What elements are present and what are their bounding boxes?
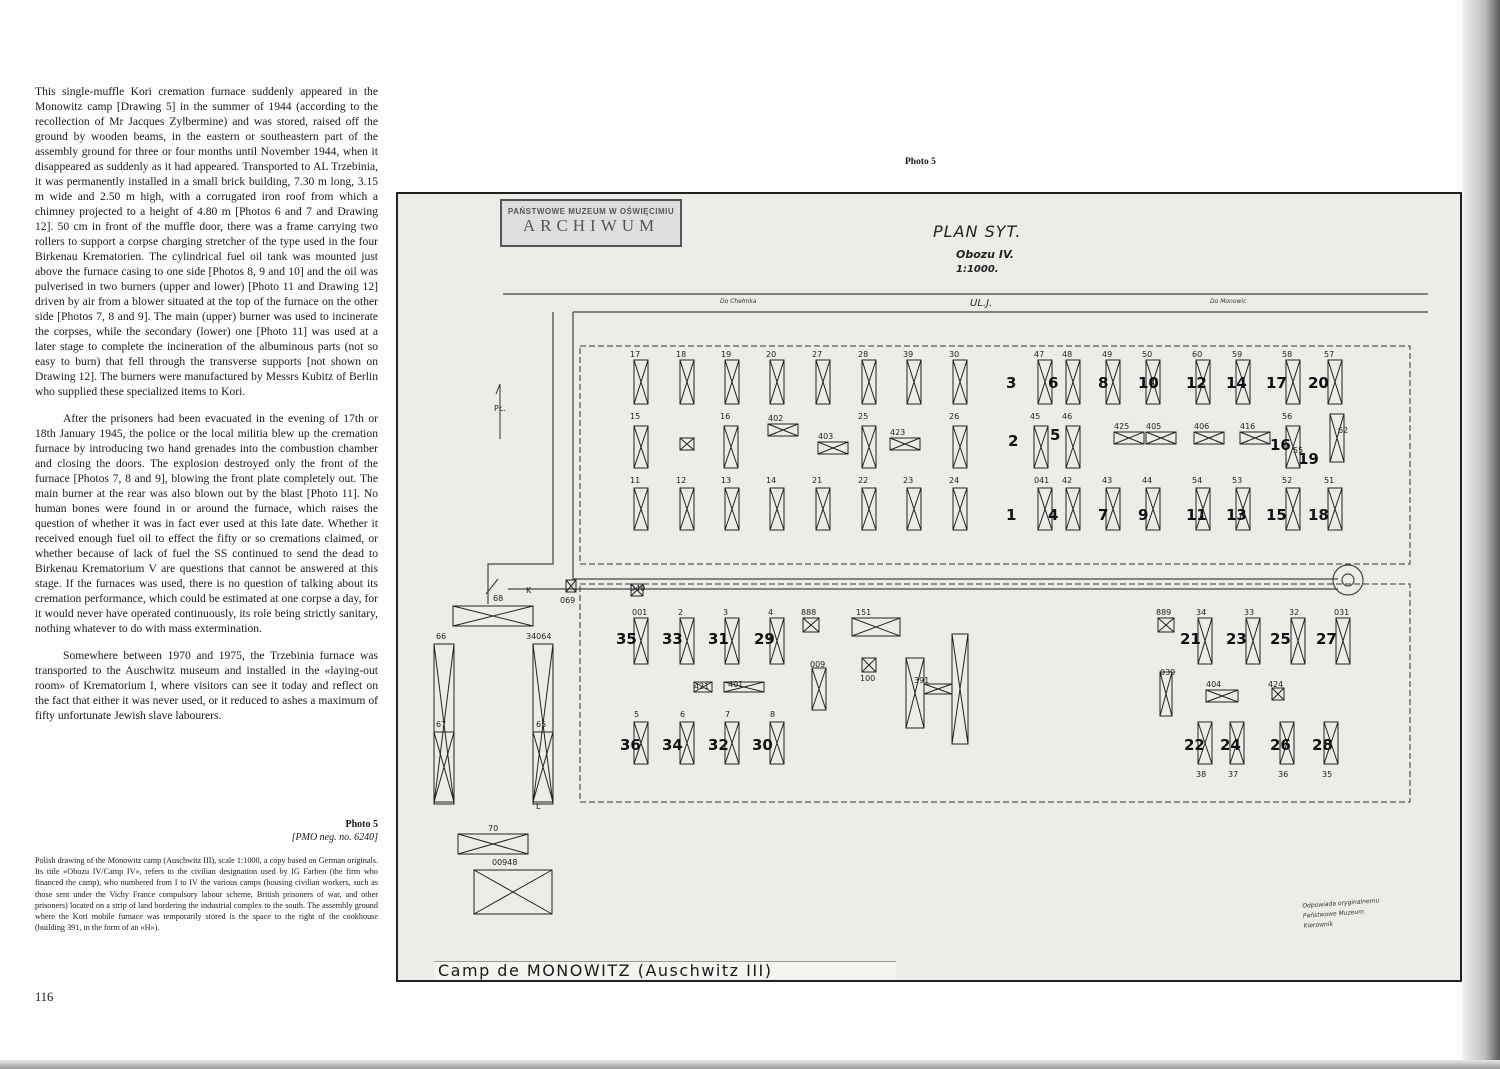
row1-building-number: 49 bbox=[1102, 350, 1113, 359]
row1-building-number: 58 bbox=[1282, 350, 1293, 359]
row2-handwritten-number: 16 bbox=[1270, 436, 1291, 454]
caption-text: Polish drawing of the Monowitz camp (Auschwitz III), scale 1:1000, a copy based on German originals. Its title «Obozu IV/Camp IV», refers to the civilian designation used by IG Farben (the firm who financed the camp), who numbered from I to IV the various camps (housing civilian workers, such as those sent under the Vichy France compulsory labour scheme, British prisoners of war, and other prisoners) located on a strip of land bordering the industrial complex to the south. The assembly ground where the Kori mobile furnace was temporarily stored is the space to the right of the cookhouse (building 391, in the form of an «H»). bbox=[35, 856, 378, 933]
lower-bottom-handwritten-number: 32 bbox=[708, 736, 729, 754]
row3-building-number: 42 bbox=[1062, 476, 1073, 485]
row2-small-label: 62 bbox=[1338, 426, 1349, 435]
row3-building-number: 51 bbox=[1324, 476, 1335, 485]
lower-bottom-handwritten-number: 36 bbox=[620, 736, 641, 754]
page-bottom-edge bbox=[0, 1060, 1500, 1069]
lower-bottom-building-number: 6 bbox=[680, 710, 686, 719]
row3-handwritten-number: 18 bbox=[1308, 506, 1329, 524]
row3-building-number: 22 bbox=[858, 476, 869, 485]
row3-building-number: 11 bbox=[630, 476, 641, 485]
lower-bottom-lower-number: 37 bbox=[1228, 770, 1239, 779]
row3-handwritten-number: 9 bbox=[1138, 506, 1149, 524]
lower-bottom-handwritten-number: 24 bbox=[1220, 736, 1241, 754]
lower-top-handwritten-number: 35 bbox=[616, 630, 637, 648]
row3-handwritten-number: 7 bbox=[1098, 506, 1109, 524]
road-label-left: Do Chełmka bbox=[720, 298, 757, 305]
certification-line-2: Państwowe Muzeum bbox=[1302, 908, 1365, 920]
row3-building-number: 21 bbox=[812, 476, 823, 485]
certification-line-3: Kierownik bbox=[1303, 920, 1334, 930]
block-label: 70 bbox=[488, 824, 499, 833]
row1-building-number: 50 bbox=[1142, 350, 1153, 359]
row2-small-label: 402 bbox=[768, 414, 784, 423]
plan-bottom-label: Camp de MONOWITZ (Auschwitz III) bbox=[434, 961, 896, 979]
row3-handwritten-number: 15 bbox=[1266, 506, 1287, 524]
row3-building-number: 041 bbox=[1034, 476, 1050, 485]
lower-mid-label: 424 bbox=[1268, 680, 1284, 689]
row1-building-number: 57 bbox=[1324, 350, 1335, 359]
plan-scale: 1:1000. bbox=[956, 264, 999, 275]
lower-top-building-number: 2 bbox=[678, 608, 684, 617]
row2-building-number: 46 bbox=[1062, 412, 1073, 421]
body-paragraph-3: Somewhere between 1970 and 1975, the Trzebinia furnace was transported to the Auschwitz museum and installed in the «laying-out room» of Krematorium I, where visitors can see it today and reflect on the fact that either it was never used, or it reduced to ashes a maximum of fifty unfortunate Jewish slave labourers. bbox=[35, 649, 378, 722]
block-label: 68 bbox=[493, 594, 504, 603]
certification-line-1: Odpowiada oryginalnemu bbox=[1302, 897, 1380, 910]
row3-building-number: 54 bbox=[1192, 476, 1203, 485]
block-label: 66 bbox=[436, 632, 447, 641]
lower-top-handwritten-number: 21 bbox=[1180, 630, 1201, 648]
row2-building-number: 56 bbox=[1282, 412, 1293, 421]
lower-bottom-building-number: 8 bbox=[770, 710, 776, 719]
lower-mid-label: 039 bbox=[1160, 668, 1176, 677]
lower-bottom-handwritten-number: 22 bbox=[1184, 736, 1205, 754]
stamp-museum-name: PAŃSTWOWE MUZEUM W OŚWIĘCIMIU bbox=[507, 207, 675, 216]
row1-handwritten-number: 17 bbox=[1266, 374, 1287, 392]
row3-building-number: 13 bbox=[721, 476, 732, 485]
body-text-column bbox=[35, 84, 378, 735]
row3-building-number: 24 bbox=[949, 476, 960, 485]
lower-bottom-lower-number: 35 bbox=[1322, 770, 1333, 779]
row1-handwritten-number: 12 bbox=[1186, 374, 1207, 392]
page-number: 116 bbox=[35, 990, 54, 1004]
row1-handwritten-number: 10 bbox=[1138, 374, 1159, 392]
lower-mid-label: 009 bbox=[810, 660, 826, 669]
lower-bottom-building-number: 5 bbox=[634, 710, 640, 719]
lower-top-handwritten-number: 23 bbox=[1226, 630, 1247, 648]
row1-handwritten-number: 14 bbox=[1226, 374, 1247, 392]
row1-building-number: 48 bbox=[1062, 350, 1073, 359]
body-paragraph-1: This single-muffle Kori cremation furnace suddenly appeared in the Monowitz camp [Drawing 5] in the summer of 1944 (according to the recollection of Mr Jacques Zylbermine) and was stored, raised off the ground by wooden beams, in the eastern or southeastern part of the assembly ground for three or four months until November 1944, when it disappeared as suddenly as it had appeared. Transported to AL Trzebinia, it was permanently installed in a small brick building, 7.30 m long, 3.15 m wide and 2.50 m high, with a corrugated iron roof from which a chimney projected to a height of 4.80 m [Photos 6 and 7 and Drawing 12]. 50 cm in front of the muffle door, there was a frame carrying two rollers to support a corpse charging stretcher of the type used in the four Birkenau Krematorien. The cylindrical fuel oil tank was mounted just above the furnace casing to one side [Photos 8, 9 and 10] and the oil was pulverised in two burners (upper and lower) [Photo 11 and Drawing 12] driven by air from a blower situated at the top of the furnace on the other side [Photos 7, 8 and 9]. The main (upper) burner was used to incinerate the corpses, while the secondary (lower) one [Photo 11] was used at a later stage to complete the incineration of the albuminous parts (not so easy to burn) that fell through the transverse supports [not shown on Drawing 12]. The burners were manufactured by Messrs Kubitz of Berlin who supplied these specialized items to Kori. bbox=[35, 85, 378, 398]
north-label: PŁ. bbox=[494, 404, 506, 413]
plan-subtitle: Obozu IV. bbox=[956, 248, 1014, 261]
row1-building-number: 39 bbox=[903, 350, 914, 359]
block-label: 65 bbox=[536, 720, 547, 729]
lower-bottom-building-number: 7 bbox=[725, 710, 731, 719]
row3-handwritten-number: 11 bbox=[1186, 506, 1207, 524]
lower-mid-label: 421 bbox=[694, 682, 710, 691]
block-label: 069 bbox=[560, 596, 576, 605]
row2-building-number: 45 bbox=[1030, 412, 1041, 421]
block-label: 67 bbox=[436, 720, 447, 729]
block-label: 34064 bbox=[526, 632, 552, 641]
row2-small-label: 403 bbox=[818, 432, 834, 441]
row2-handwritten-number: 19 bbox=[1298, 450, 1319, 468]
row3-handwritten-number: 4 bbox=[1048, 506, 1059, 524]
row1-building-number: 27 bbox=[812, 350, 823, 359]
row2-small-label: 425 bbox=[1114, 422, 1130, 431]
row3-handwritten-number: 13 bbox=[1226, 506, 1247, 524]
lower-mid-label: 391 bbox=[914, 676, 930, 685]
lower-top-handwritten-number: 31 bbox=[708, 630, 729, 648]
row2-small-label: 405 bbox=[1146, 422, 1162, 431]
photo-label: Photo 5 bbox=[905, 157, 936, 167]
archive-stamp bbox=[500, 199, 682, 247]
row3-building-number: 53 bbox=[1232, 476, 1243, 485]
caption-reference: [PMO neg. no. 6240] bbox=[291, 832, 378, 843]
lower-bottom-handwritten-number: 26 bbox=[1270, 736, 1291, 754]
lower-top-handwritten-number: 27 bbox=[1316, 630, 1337, 648]
row1-building-number: 17 bbox=[630, 350, 641, 359]
row1-building-number: 59 bbox=[1232, 350, 1243, 359]
row3-building-number: 52 bbox=[1282, 476, 1293, 485]
stamp-archive: ARCHIWUM bbox=[522, 216, 660, 235]
row1-building-number: 47 bbox=[1034, 350, 1045, 359]
lower-top-building-number: 32 bbox=[1289, 608, 1300, 617]
lower-mid-label: 404 bbox=[1206, 680, 1222, 689]
row3-building-number: 44 bbox=[1142, 476, 1153, 485]
book-gutter-shadow bbox=[1462, 0, 1500, 1069]
row1-building-number: 30 bbox=[949, 350, 960, 359]
lower-bottom-lower-number: 38 bbox=[1196, 770, 1207, 779]
row2-small-label: 416 bbox=[1240, 422, 1256, 431]
lower-top-building-number: 33 bbox=[1244, 608, 1255, 617]
lower-top-building-number: 4 bbox=[768, 608, 774, 617]
caption-title: Photo 5 bbox=[345, 819, 378, 830]
letter-k: K bbox=[526, 586, 532, 595]
lower-mid-label: 100 bbox=[860, 674, 876, 683]
row2-small-label: 406 bbox=[1194, 422, 1210, 431]
row2-building-number: 16 bbox=[720, 412, 731, 421]
row2-building-number: 26 bbox=[949, 412, 960, 421]
caption-heading bbox=[35, 818, 378, 844]
row1-building-number: 18 bbox=[676, 350, 687, 359]
row1-building-number: 19 bbox=[721, 350, 732, 359]
row1-building-number: 60 bbox=[1192, 350, 1203, 359]
row3-building-number: 43 bbox=[1102, 476, 1113, 485]
lower-top-building-number: 34 bbox=[1196, 608, 1207, 617]
camp-plan-drawing bbox=[398, 194, 1460, 980]
row3-handwritten-number: 1 bbox=[1006, 506, 1017, 524]
lower-bottom-handwritten-number: 30 bbox=[752, 736, 773, 754]
lower-top-handwritten-number: 29 bbox=[754, 630, 775, 648]
row1-building-number: 20 bbox=[766, 350, 777, 359]
lower-top-handwritten-number: 33 bbox=[662, 630, 683, 648]
certification-note bbox=[1302, 896, 1381, 931]
block-label: 00948 bbox=[492, 858, 518, 867]
row3-building-number: 12 bbox=[676, 476, 687, 485]
row1-handwritten-number: 6 bbox=[1048, 374, 1059, 392]
row2-small-label: 55 bbox=[1293, 446, 1304, 455]
row3-building-number: 14 bbox=[766, 476, 777, 485]
lower-top-building-number: 031 bbox=[1334, 608, 1350, 617]
lower-bottom-lower-number: 36 bbox=[1278, 770, 1289, 779]
row1-handwritten-number: 20 bbox=[1308, 374, 1329, 392]
plan-title: PLAN SYT. bbox=[933, 222, 1022, 241]
row1-handwritten-number: 3 bbox=[1006, 374, 1017, 392]
row2-handwritten-number: 5 bbox=[1050, 426, 1061, 444]
row2-building-number: 15 bbox=[630, 412, 641, 421]
row3-building-number: 23 bbox=[903, 476, 914, 485]
body-paragraph-2: After the prisoners had been evacuated in the evening of 17th or 18th January 1945, the police or the local militia blew up the cremation furnace by introducing two hand grenades into the combustion chamber and closing the doors. The explosion destroyed only the front of the furnace [Photos 7, 8 and 9], blowing the front plate completely out. The main burner at the rear was also blown out by the blast [Photo 11]. No human bones were found in or around the furnace, which raises the question of whether it was in fact ever used at this late date. Whether it received enough fuel oil to effect the fifty or so cremations claimed, or whether because of lack of fuel the SS continued to send the dead to Birkenau Krematorium V are questions that cannot be answered at this stage. If the furnaces was used, there is no question of talking about its cremation performance, which could be estimated at one corpse a day, for it would never have operated continuously, its role being strictly sanitary, nothing whatever to do with mass extermination. bbox=[35, 412, 378, 635]
letter-l: L bbox=[536, 802, 541, 811]
lower-bottom-handwritten-number: 28 bbox=[1312, 736, 1333, 754]
row2-small-label: 423 bbox=[890, 428, 906, 437]
lower-mid-label: 401 bbox=[728, 680, 744, 689]
lower-top-building-number: 3 bbox=[723, 608, 729, 617]
camp-plan-photo bbox=[396, 192, 1462, 982]
lower-top-building-number: 889 bbox=[1156, 608, 1172, 617]
plan-street-label: UL.J. bbox=[970, 298, 993, 309]
lower-bottom-handwritten-number: 34 bbox=[662, 736, 683, 754]
row1-building-number: 28 bbox=[858, 350, 869, 359]
lower-top-building-number: 888 bbox=[801, 608, 817, 617]
row2-handwritten-number: 2 bbox=[1008, 432, 1019, 450]
lower-top-building-number: 001 bbox=[632, 608, 648, 617]
lower-top-handwritten-number: 25 bbox=[1270, 630, 1291, 648]
lower-top-building-number: 151 bbox=[856, 608, 872, 617]
block-label: 040 bbox=[630, 584, 646, 593]
road-label-right: Do Monowic bbox=[1210, 298, 1247, 305]
row2-building-number: 25 bbox=[858, 412, 869, 421]
row1-handwritten-number: 8 bbox=[1098, 374, 1109, 392]
